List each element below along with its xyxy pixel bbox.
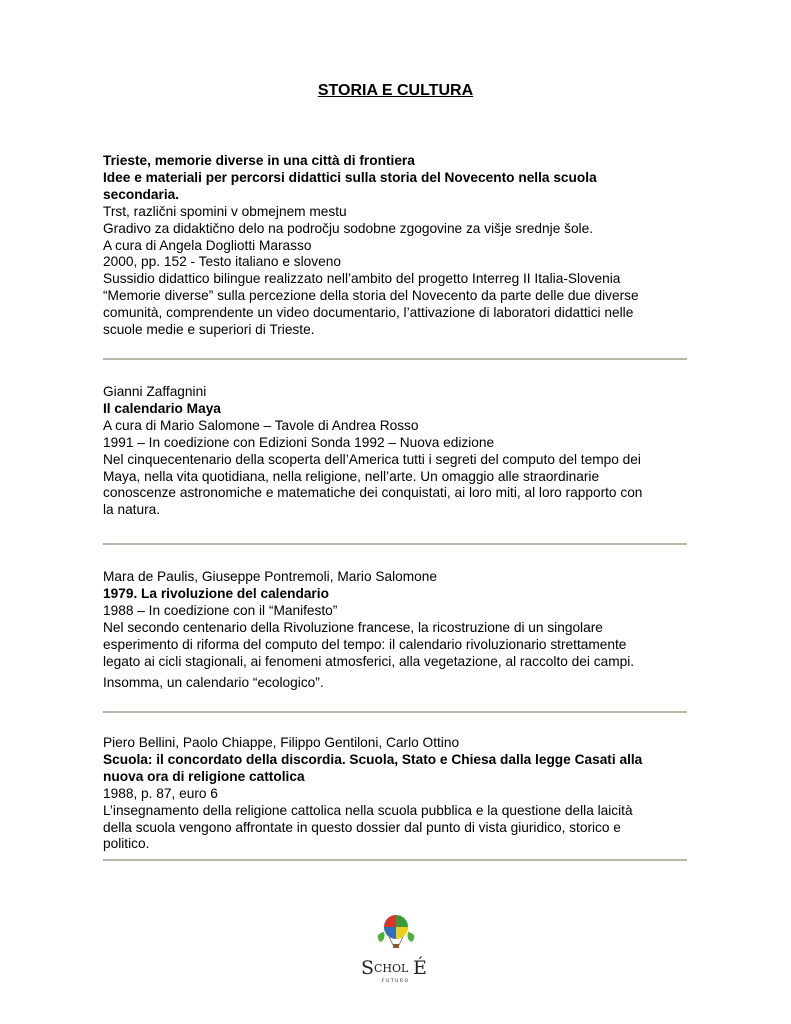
book-publication-info: 1988 – In coedizione con il “Manifesto” (103, 602, 338, 618)
book-description-line: della scuola vengono affrontate in questo dossier dal punto di vista giuridico, storico e (103, 819, 621, 835)
book-editor: A cura di Mario Salomone – Tavole di Andrea Rosso (103, 417, 419, 433)
book-description-line: comunità, comprendente un video documentario, l’attivazione di laboratori didattici nelle (103, 305, 634, 321)
book-description-line: la natura. (103, 502, 161, 518)
book-title: 1979. La rivoluzione del calendario (103, 585, 329, 601)
section-divider (103, 358, 687, 360)
book-title-slovene: Trst, različni spomini v obmejnem mestu (103, 203, 347, 219)
book-title: Il calendario Maya (103, 400, 221, 416)
book-description-line: L’insegnamento della religione cattolica nella scuola pubblica e la questione della laicità (103, 802, 633, 818)
book-title: nuova ora di religione cattolica (103, 768, 305, 784)
book-description-line: conoscenze astronomiche e matematiche dei conquistati, ai loro miti, al loro rapporto con (103, 485, 643, 501)
book-publication-info: 1991 – In coedizione con Edizioni Sonda 1992 – Nuova edizione (103, 434, 495, 450)
page-title: STORIA E CULTURA (317, 82, 474, 99)
book-description-line: Sussidio didattico bilingue realizzato nell’ambito del progetto Interreg II Italia-Slovenia (103, 271, 621, 287)
book-subtitle: secondaria. (103, 186, 180, 202)
schole-logo (358, 912, 438, 984)
book-authors: Mara de Paulis, Giuseppe Pontremoli, Mario Salomone (103, 569, 437, 584)
book-description-line: Maya, nella vita quotidiana, nella religione, nell’arte. Un omaggio alle straordinarie (103, 468, 600, 484)
book-description-line: scuole medie e superiori di Trieste. (103, 322, 315, 338)
section-divider (103, 711, 687, 713)
book-subtitle-slovene: Gradivo za didaktično delo na področju sodobne zgogovine za višje srednje šole. (103, 220, 594, 236)
book-authors: Piero Bellini, Paolo Chiappe, Filippo Gentiloni, Carlo Ottino (103, 735, 460, 750)
section-divider (103, 859, 687, 861)
book-entry-concordato-discordia (103, 735, 693, 853)
book-description-line: Insomma, un calendario “ecologico”. (103, 675, 324, 691)
book-publication-info: 2000, pp. 152 - Testo italiano e sloveno (103, 254, 341, 270)
book-description-line: Nel cinquecentenario della scoperta dell’America tutti i segreti del computo del tempo dei (103, 451, 641, 467)
book-entry-trieste (103, 153, 693, 339)
hot-air-balloon-leaf-icon (358, 912, 438, 984)
svg-text:CHOL: CHOL (374, 962, 409, 975)
section-divider (103, 543, 687, 545)
book-entry-calendario-maya (103, 384, 693, 519)
svg-text:É: É (413, 957, 427, 979)
book-entry-rivoluzione-calendario (103, 569, 693, 692)
svg-text:S: S (361, 957, 375, 979)
book-description-line: esperimento di riforma del computo del tempo: il calendario rivoluzionario strettamente (103, 636, 627, 652)
book-description-line: legato ai cicli stagionali, ai fenomeni atmosferici, alla vegetazione, al raccolto dei campi. (103, 653, 635, 669)
book-title: Trieste, memorie diverse in una città di frontiera (103, 153, 415, 168)
book-description-line: politico. (103, 836, 150, 852)
book-editor: A cura di Angela Dogliotti Marasso (103, 237, 312, 253)
book-publication-info: 1988, p. 87, euro 6 (103, 785, 218, 801)
book-subtitle: Idee e materiali per percorsi didattici sulla storia del Novecento nella scuola (103, 169, 597, 185)
book-description-line: “Memorie diverse” sulla percezione della storia del Novecento da parte delle due diverse (103, 288, 639, 304)
book-description-line: Nel secondo centenario della Rivoluzione francese, la ricostruzione di un singolare (103, 619, 603, 635)
book-author: Gianni Zaffagnini (103, 384, 207, 399)
book-title: Scuola: il concordato della discordia. Scuola, Stato e Chiesa dalla legge Casati alla (103, 751, 643, 767)
svg-text:FUTURO: FUTURO (382, 979, 410, 984)
